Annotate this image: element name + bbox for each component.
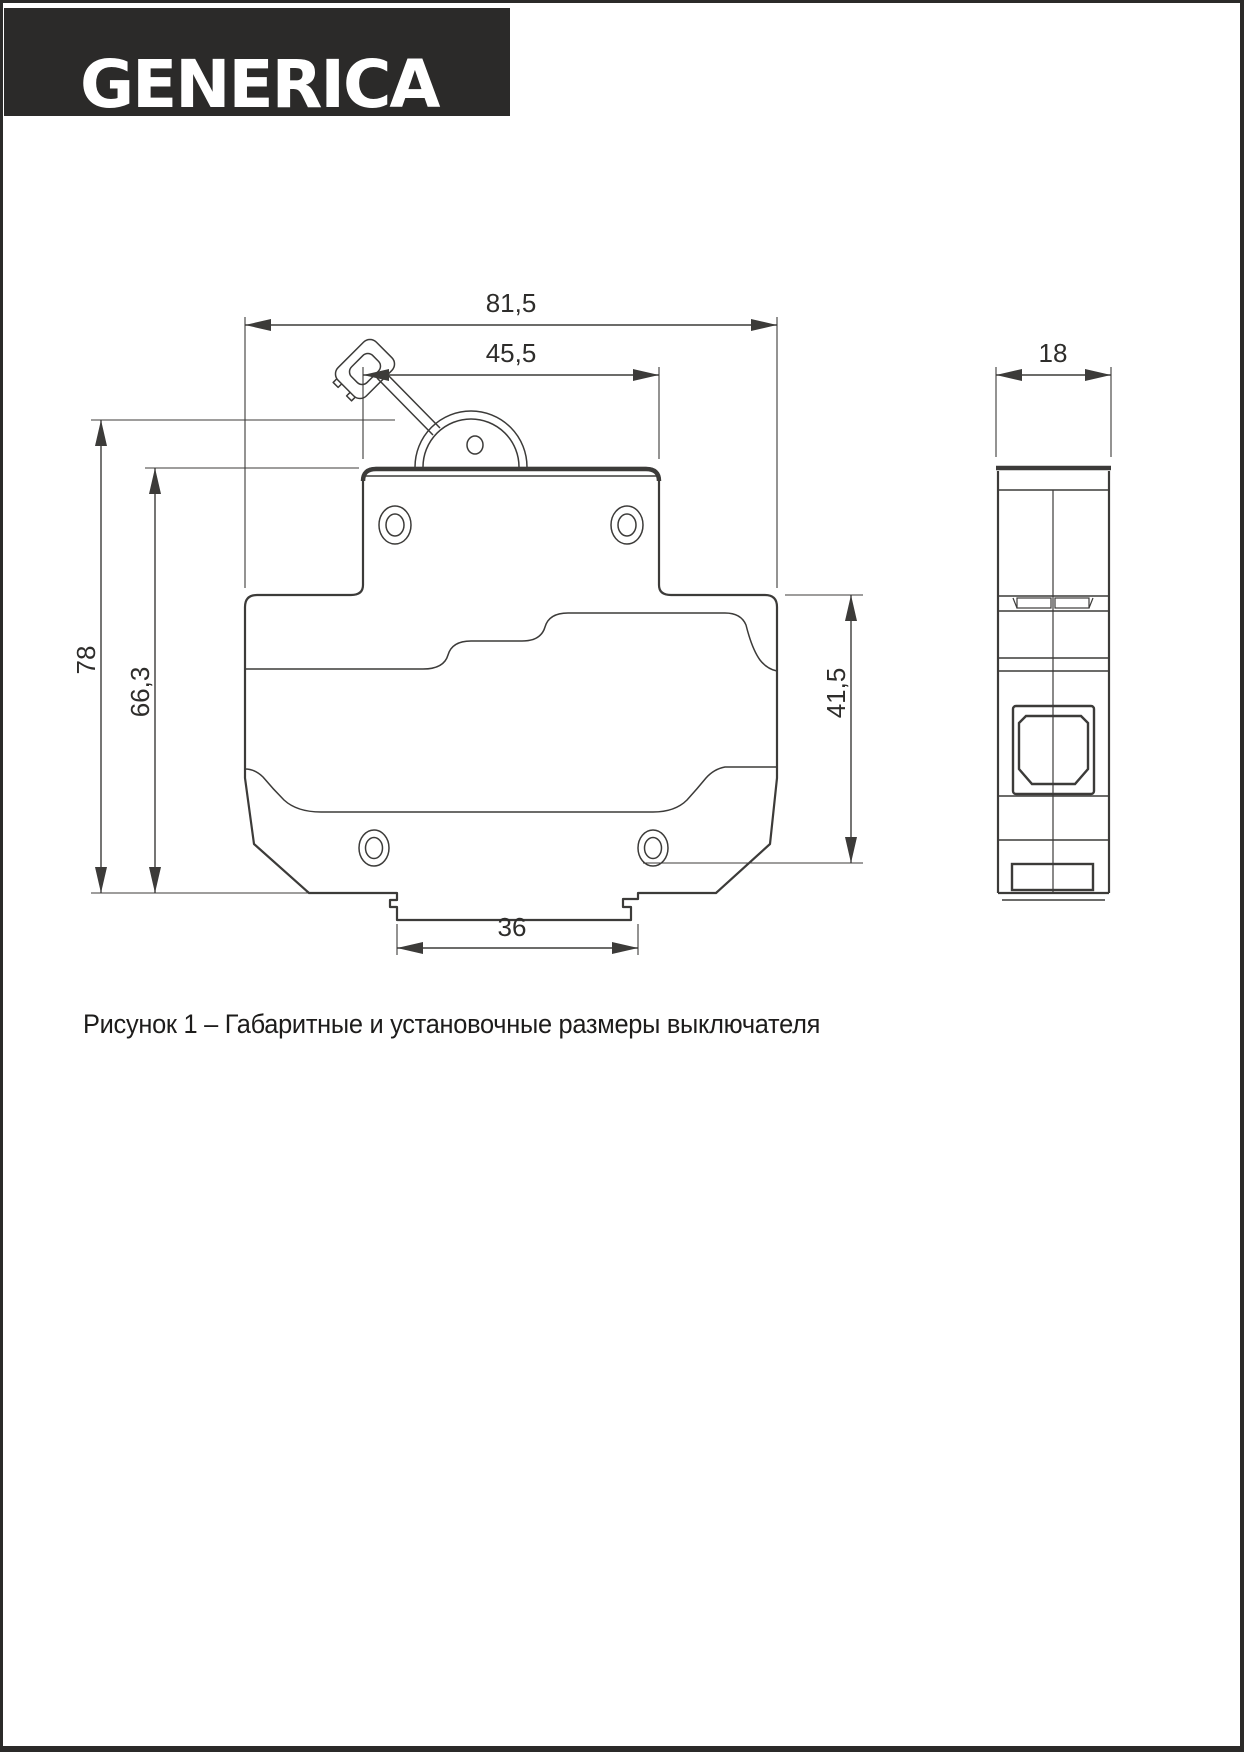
screw-hole-top-right: [611, 506, 643, 544]
dim-label-depth: 18: [1038, 338, 1068, 368]
dim-label-overall-height: 78: [71, 645, 101, 675]
dimension-78: [71, 420, 395, 893]
toggle-lever-shaft: [377, 371, 440, 435]
front-view: [245, 336, 777, 920]
dim-label-handle-section-width: 45,5: [485, 338, 537, 368]
dim-label-overall-width: 81,5: [485, 288, 537, 318]
dim-label-rail-to-top-height: 41,5: [821, 667, 851, 719]
dimension-41-5: [643, 595, 863, 863]
dimension-36: [397, 912, 638, 955]
brand-logo-text: GENERICA: [80, 46, 439, 124]
screw-hole-bottom-right: [638, 830, 668, 866]
dimension-81-5: [245, 288, 777, 588]
dimension-66-3: [125, 468, 359, 893]
screw-hole-top-left: [379, 506, 411, 544]
dim-label-body-height: 66,3: [125, 666, 155, 718]
front-view-outline: [245, 468, 777, 920]
screw-hole-bottom-left: [359, 830, 389, 866]
side-view: [996, 468, 1111, 900]
dim-label-din-tab-width: 36: [497, 912, 527, 942]
top-cap-edge: [363, 469, 659, 481]
upper-inner-contour: [245, 613, 777, 671]
dimension-18: [996, 338, 1111, 457]
dimension-drawing: [3, 3, 1244, 1752]
lower-inner-contour: [245, 767, 777, 812]
figure-caption: Рисунок 1 – Габаритные и установочные размеры выключателя: [83, 1009, 821, 1039]
escutcheon-hole: [467, 436, 483, 454]
